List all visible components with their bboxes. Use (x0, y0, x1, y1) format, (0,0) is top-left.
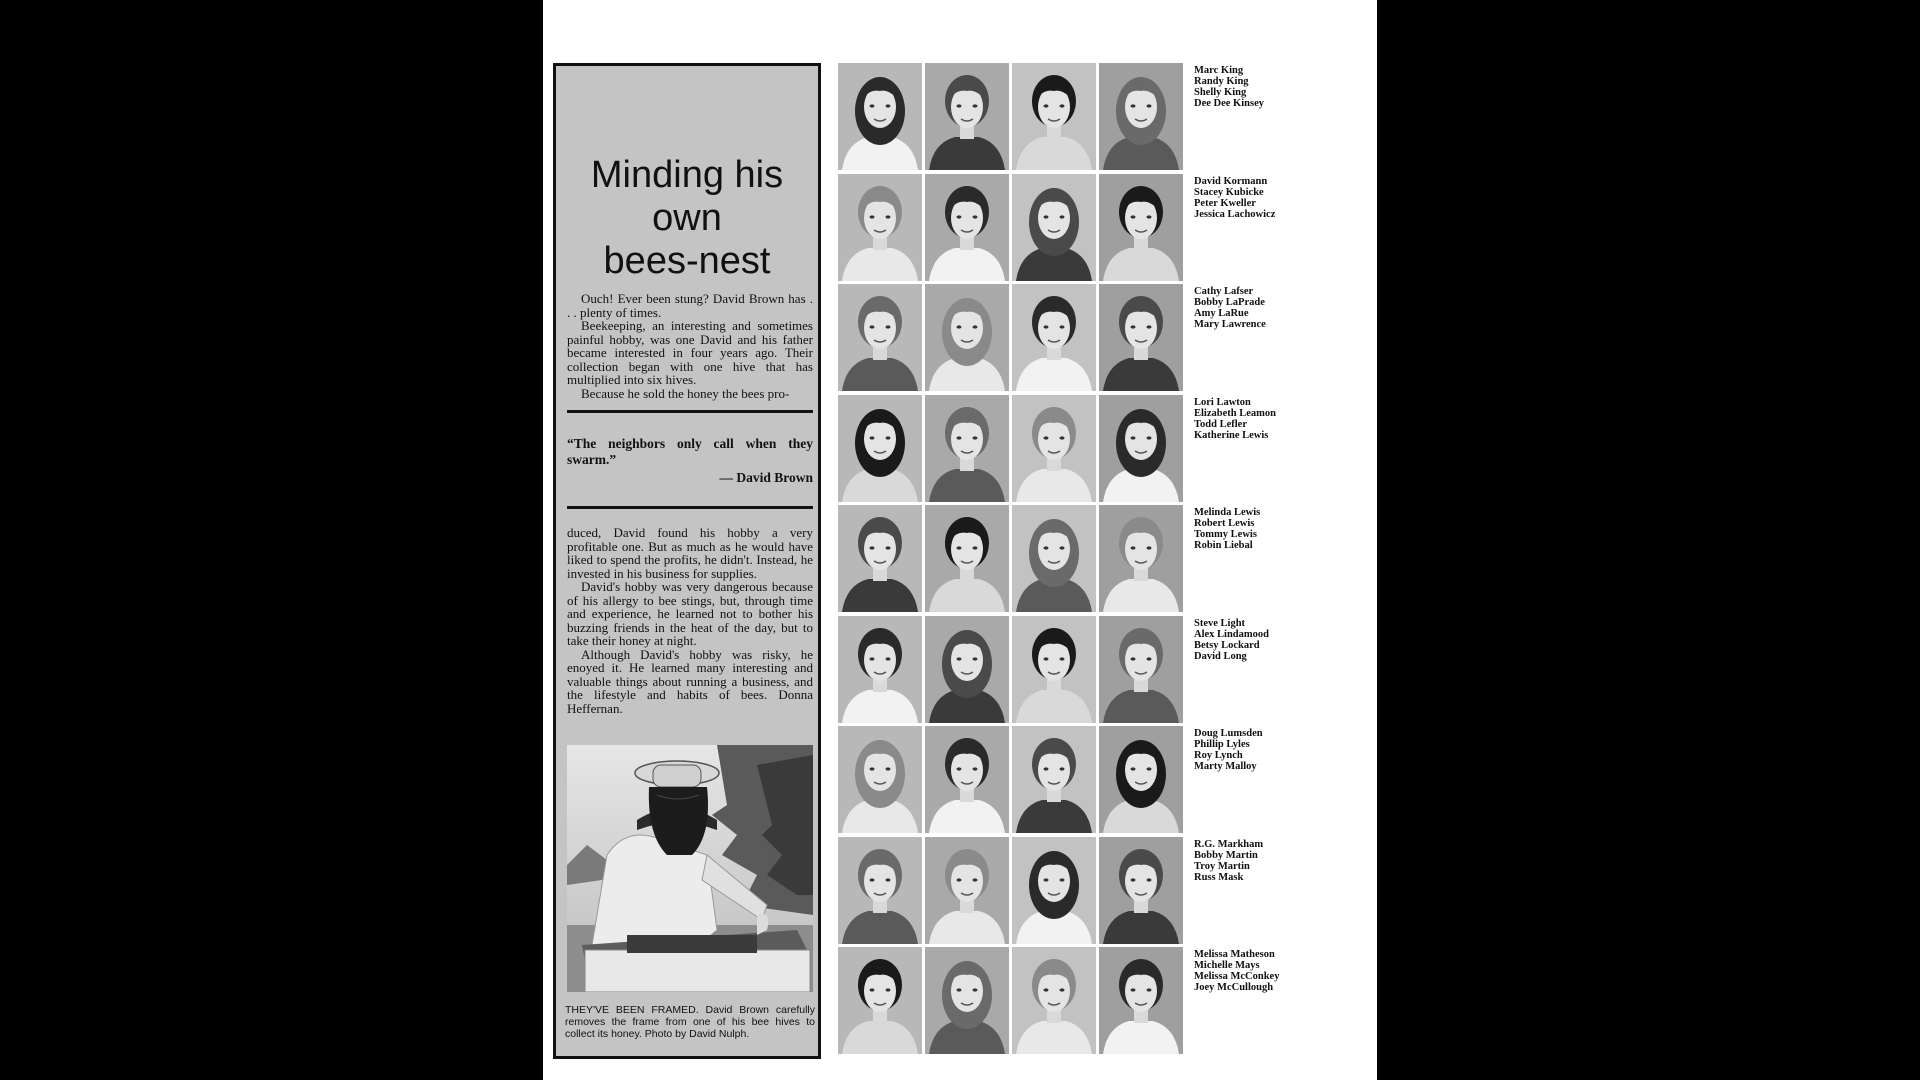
student-name: Elizabeth Leamon (1194, 407, 1276, 419)
feature-title-line: own (652, 197, 722, 239)
student-portrait (1099, 174, 1183, 281)
story-paragraph: David's hobby was very dangerous because of his allergy to bee stings, but, through time and experience, he learned not to bother his buzzing friends in the heat of the day, but to take their honey at night. (567, 579, 813, 648)
pull-quote: “The neighbors only call when they swarm.” (567, 436, 813, 467)
portrait-row-names (1194, 286, 1374, 330)
student-name: Bobby LaPrade (1194, 297, 1265, 308)
student-name: Marty Malloy (1194, 761, 1257, 772)
student-name: Melissa Matheson (1194, 949, 1275, 960)
feature-title-line: bees-nest (603, 240, 771, 282)
student-name: Betsy Lockard (1194, 639, 1260, 651)
student-portrait (838, 395, 922, 502)
student-portrait (1099, 947, 1183, 1054)
feature-sidebar (553, 63, 821, 1059)
divider-rule (567, 506, 813, 509)
pull-quote-attribution: — David Brown (719, 470, 813, 485)
student-portrait (838, 837, 922, 944)
student-name: Peter Kweller (1194, 197, 1256, 209)
portrait-row-names (1194, 65, 1374, 109)
student-portrait (925, 174, 1009, 281)
student-name: Doug Lumsden (1194, 728, 1263, 739)
student-name: David Long (1194, 650, 1247, 662)
student-name: R.G. Markham (1194, 838, 1264, 850)
student-portrait (1099, 726, 1183, 833)
student-name: Dee Dee Kinsey (1194, 98, 1264, 109)
student-name: Mary Lawrence (1194, 319, 1266, 330)
student-name: Marc King (1194, 65, 1244, 76)
student-portrait (925, 63, 1009, 170)
student-portrait (925, 947, 1009, 1054)
student-name: Steve Light (1194, 617, 1246, 629)
student-portrait (1012, 284, 1096, 391)
student-name: Russ Mask (1194, 871, 1244, 883)
portrait-row-names (1194, 618, 1374, 662)
divider-rule (567, 410, 813, 413)
student-name: Joey McCullough (1194, 982, 1274, 993)
student-portrait (1012, 616, 1096, 723)
student-name: Michelle Mays (1194, 960, 1260, 971)
student-name: Randy King (1194, 76, 1249, 87)
student-portrait (1012, 395, 1096, 502)
student-name: Tommy Lewis (1194, 529, 1257, 540)
story-text-part2 (567, 526, 813, 715)
student-portrait (1012, 63, 1096, 170)
student-portrait (1099, 505, 1183, 612)
student-name: Troy Martin (1194, 860, 1250, 872)
student-portrait (1012, 726, 1096, 833)
student-portrait (1099, 63, 1183, 170)
student-portrait (1099, 837, 1183, 944)
student-portrait (925, 616, 1009, 723)
student-name: Roy Lynch (1194, 750, 1243, 761)
student-name: Amy LaRue (1194, 308, 1249, 319)
portrait-row-names (1194, 728, 1374, 772)
portrait-row-names (1194, 949, 1374, 993)
student-name: Melissa McConkey (1194, 971, 1280, 982)
student-name: Alex Lindamood (1194, 628, 1269, 640)
student-portrait (838, 63, 922, 170)
student-name: Katherine Lewis (1194, 429, 1269, 441)
student-portrait (1012, 174, 1096, 281)
student-name: Robin Liebal (1194, 540, 1253, 551)
portrait-grid (838, 63, 1183, 1059)
portrait-row-names (1194, 507, 1374, 551)
student-portrait (838, 726, 922, 833)
student-portrait (925, 726, 1009, 833)
student-portrait (925, 395, 1009, 502)
student-name: Cathy Lafser (1194, 286, 1254, 297)
feature-title (556, 154, 818, 283)
student-portrait (1012, 505, 1096, 612)
student-name: Melinda Lewis (1194, 507, 1261, 518)
student-portrait (1099, 395, 1183, 502)
beekeeper-photo (567, 745, 813, 992)
story-paragraph: Because he sold the honey the bees pro- (581, 385, 790, 401)
story-paragraph: Although David's hobby was risky, he enoyed it. He learned many interesting and valuable things about running a business, and the lifestyle and habits of bees. Donna Heffernan. (567, 646, 813, 716)
student-name: David Kormann (1194, 175, 1268, 187)
student-portrait (838, 505, 922, 612)
student-name: Stacey Kubicke (1194, 186, 1264, 198)
portrait-row-names (1194, 397, 1374, 441)
student-portrait (1099, 284, 1183, 391)
story-text-part1 (567, 292, 813, 400)
story-paragraph: Beekeeping, an interesting and sometimes painful hobby, was one David and his father became interested in four years ago. Their collection began with one hive that has multiplied into six hives. (567, 318, 813, 387)
student-name: Robert Lewis (1194, 518, 1255, 529)
student-portrait (1012, 947, 1096, 1054)
portrait-row-names (1194, 176, 1374, 220)
yearbook-page (543, 0, 1377, 1080)
student-name: Jessica Lachowicz (1194, 208, 1276, 220)
portrait-row-names (1194, 839, 1374, 883)
student-portrait (838, 616, 922, 723)
student-name: Bobby Martin (1194, 849, 1258, 861)
student-portrait (1012, 837, 1096, 944)
student-portrait (838, 947, 922, 1054)
photo-caption: THEY'VE BEEN FRAMED. David Brown carefully removes the frame from one of his bee hives to collect its honey. Photo by David Nulph. (565, 1004, 815, 1040)
student-portrait (838, 174, 922, 281)
story-paragraph: duced, David found his hobby a very profitable one. But as much as he would have liked to spend the profits, he didn't. Instead, he invested in his business for supplies. (567, 525, 813, 581)
student-name: Shelly King (1194, 87, 1247, 98)
student-portrait (838, 284, 922, 391)
student-portrait (925, 284, 1009, 391)
student-portrait (925, 505, 1009, 612)
student-name: Lori Lawton (1194, 396, 1251, 408)
story-paragraph: Ouch! Ever been stung? David Brown has . . . plenty of times. (567, 291, 813, 320)
student-name: Todd Lefler (1194, 418, 1247, 430)
student-name: Phillip Lyles (1194, 739, 1250, 750)
student-portrait (925, 837, 1009, 944)
feature-title-line: Minding his (590, 154, 784, 196)
student-portrait (1099, 616, 1183, 723)
